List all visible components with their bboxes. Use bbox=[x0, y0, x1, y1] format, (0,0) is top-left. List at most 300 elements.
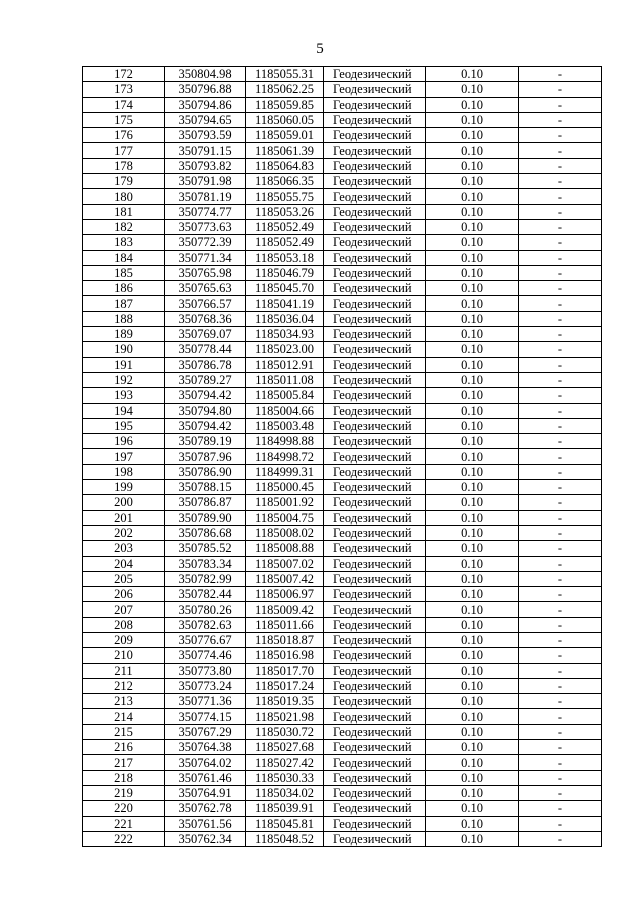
note-cell: - bbox=[519, 342, 602, 357]
x-coordinate-cell: 350782.63 bbox=[165, 617, 246, 632]
accuracy-cell: 0.10 bbox=[426, 250, 519, 265]
method-cell: Геодезический bbox=[324, 174, 426, 189]
accuracy-cell: 0.10 bbox=[426, 755, 519, 770]
x-coordinate-cell: 350773.63 bbox=[165, 219, 246, 234]
method-cell: Геодезический bbox=[324, 632, 426, 647]
table-row bbox=[83, 372, 602, 387]
y-coordinate-cell: 1185019.35 bbox=[246, 694, 324, 709]
y-coordinate-cell: 1185008.88 bbox=[246, 541, 324, 556]
note-cell: - bbox=[519, 388, 602, 403]
note-cell: - bbox=[519, 311, 602, 326]
note-cell: - bbox=[519, 678, 602, 693]
y-coordinate-cell: 1185007.02 bbox=[246, 556, 324, 571]
table-row bbox=[83, 740, 602, 755]
x-coordinate-cell: 350793.59 bbox=[165, 128, 246, 143]
table-row bbox=[83, 495, 602, 510]
y-coordinate-cell: 1185034.93 bbox=[246, 327, 324, 342]
accuracy-cell: 0.10 bbox=[426, 296, 519, 311]
note-cell: - bbox=[519, 480, 602, 495]
note-cell: - bbox=[519, 632, 602, 647]
point-number-cell: 202 bbox=[83, 525, 165, 540]
accuracy-cell: 0.10 bbox=[426, 158, 519, 173]
note-cell: - bbox=[519, 648, 602, 663]
table-row bbox=[83, 602, 602, 617]
table-row bbox=[83, 510, 602, 525]
note-cell: - bbox=[519, 97, 602, 112]
table-row bbox=[83, 449, 602, 464]
accuracy-cell: 0.10 bbox=[426, 785, 519, 800]
table-row bbox=[83, 755, 602, 770]
x-coordinate-cell: 350761.46 bbox=[165, 770, 246, 785]
method-cell: Геодезический bbox=[324, 678, 426, 693]
point-number-cell: 193 bbox=[83, 388, 165, 403]
accuracy-cell: 0.10 bbox=[426, 556, 519, 571]
y-coordinate-cell: 1185006.97 bbox=[246, 587, 324, 602]
accuracy-cell: 0.10 bbox=[426, 480, 519, 495]
accuracy-cell: 0.10 bbox=[426, 449, 519, 464]
point-number-cell: 217 bbox=[83, 755, 165, 770]
accuracy-cell: 0.10 bbox=[426, 770, 519, 785]
method-cell: Геодезический bbox=[324, 801, 426, 816]
x-coordinate-cell: 350788.15 bbox=[165, 480, 246, 495]
accuracy-cell: 0.10 bbox=[426, 143, 519, 158]
point-number-cell: 183 bbox=[83, 235, 165, 250]
method-cell: Геодезический bbox=[324, 388, 426, 403]
point-number-cell: 187 bbox=[83, 296, 165, 311]
method-cell: Геодезический bbox=[324, 67, 426, 82]
x-coordinate-cell: 350774.46 bbox=[165, 648, 246, 663]
method-cell: Геодезический bbox=[324, 311, 426, 326]
point-number-cell: 204 bbox=[83, 556, 165, 571]
note-cell: - bbox=[519, 495, 602, 510]
accuracy-cell: 0.10 bbox=[426, 265, 519, 280]
table-row bbox=[83, 388, 602, 403]
point-number-cell: 221 bbox=[83, 816, 165, 831]
method-cell: Геодезический bbox=[324, 617, 426, 632]
method-cell: Геодезический bbox=[324, 464, 426, 479]
method-cell: Геодезический bbox=[324, 143, 426, 158]
note-cell: - bbox=[519, 128, 602, 143]
accuracy-cell: 0.10 bbox=[426, 174, 519, 189]
y-coordinate-cell: 1185017.70 bbox=[246, 663, 324, 678]
table-row bbox=[83, 418, 602, 433]
method-cell: Геодезический bbox=[324, 434, 426, 449]
x-coordinate-cell: 350794.86 bbox=[165, 97, 246, 112]
y-coordinate-cell: 1185018.87 bbox=[246, 632, 324, 647]
point-number-cell: 205 bbox=[83, 571, 165, 586]
y-coordinate-cell: 1185009.42 bbox=[246, 602, 324, 617]
method-cell: Геодезический bbox=[324, 755, 426, 770]
accuracy-cell: 0.10 bbox=[426, 602, 519, 617]
note-cell: - bbox=[519, 82, 602, 97]
point-number-cell: 207 bbox=[83, 602, 165, 617]
note-cell: - bbox=[519, 204, 602, 219]
point-number-cell: 213 bbox=[83, 694, 165, 709]
y-coordinate-cell: 1185030.72 bbox=[246, 724, 324, 739]
note-cell: - bbox=[519, 143, 602, 158]
y-coordinate-cell: 1185064.83 bbox=[246, 158, 324, 173]
x-coordinate-cell: 350767.29 bbox=[165, 724, 246, 739]
table-row bbox=[83, 785, 602, 800]
accuracy-cell: 0.10 bbox=[426, 724, 519, 739]
accuracy-cell: 0.10 bbox=[426, 281, 519, 296]
table-row bbox=[83, 235, 602, 250]
y-coordinate-cell: 1185005.84 bbox=[246, 388, 324, 403]
table-row bbox=[83, 403, 602, 418]
table-row bbox=[83, 327, 602, 342]
accuracy-cell: 0.10 bbox=[426, 235, 519, 250]
note-cell: - bbox=[519, 785, 602, 800]
note-cell: - bbox=[519, 296, 602, 311]
x-coordinate-cell: 350791.15 bbox=[165, 143, 246, 158]
accuracy-cell: 0.10 bbox=[426, 510, 519, 525]
accuracy-cell: 0.10 bbox=[426, 709, 519, 724]
point-number-cell: 218 bbox=[83, 770, 165, 785]
note-cell: - bbox=[519, 831, 602, 846]
x-coordinate-cell: 350787.96 bbox=[165, 449, 246, 464]
x-coordinate-cell: 350782.44 bbox=[165, 587, 246, 602]
y-coordinate-cell: 1185027.68 bbox=[246, 740, 324, 755]
x-coordinate-cell: 350789.19 bbox=[165, 434, 246, 449]
point-number-cell: 209 bbox=[83, 632, 165, 647]
y-coordinate-cell: 1185060.05 bbox=[246, 112, 324, 127]
y-coordinate-cell: 1185007.42 bbox=[246, 571, 324, 586]
method-cell: Геодезический bbox=[324, 403, 426, 418]
note-cell: - bbox=[519, 250, 602, 265]
accuracy-cell: 0.10 bbox=[426, 327, 519, 342]
method-cell: Геодезический bbox=[324, 816, 426, 831]
y-coordinate-cell: 1185001.92 bbox=[246, 495, 324, 510]
method-cell: Геодезический bbox=[324, 663, 426, 678]
point-number-cell: 178 bbox=[83, 158, 165, 173]
point-number-cell: 198 bbox=[83, 464, 165, 479]
table-row bbox=[83, 525, 602, 540]
point-number-cell: 181 bbox=[83, 204, 165, 219]
accuracy-cell: 0.10 bbox=[426, 648, 519, 663]
x-coordinate-cell: 350774.15 bbox=[165, 709, 246, 724]
method-cell: Геодезический bbox=[324, 510, 426, 525]
note-cell: - bbox=[519, 464, 602, 479]
table-row bbox=[83, 480, 602, 495]
point-number-cell: 208 bbox=[83, 617, 165, 632]
accuracy-cell: 0.10 bbox=[426, 128, 519, 143]
accuracy-cell: 0.10 bbox=[426, 801, 519, 816]
y-coordinate-cell: 1185016.98 bbox=[246, 648, 324, 663]
method-cell: Геодезический bbox=[324, 770, 426, 785]
y-coordinate-cell: 1185045.81 bbox=[246, 816, 324, 831]
note-cell: - bbox=[519, 372, 602, 387]
accuracy-cell: 0.10 bbox=[426, 204, 519, 219]
y-coordinate-cell: 1184999.31 bbox=[246, 464, 324, 479]
table-row bbox=[83, 265, 602, 280]
accuracy-cell: 0.10 bbox=[426, 342, 519, 357]
table-row bbox=[83, 189, 602, 204]
x-coordinate-cell: 350786.87 bbox=[165, 495, 246, 510]
y-coordinate-cell: 1185059.01 bbox=[246, 128, 324, 143]
x-coordinate-cell: 350780.26 bbox=[165, 602, 246, 617]
point-number-cell: 184 bbox=[83, 250, 165, 265]
x-coordinate-cell: 350771.34 bbox=[165, 250, 246, 265]
accuracy-cell: 0.10 bbox=[426, 525, 519, 540]
accuracy-cell: 0.10 bbox=[426, 831, 519, 846]
note-cell: - bbox=[519, 434, 602, 449]
point-number-cell: 222 bbox=[83, 831, 165, 846]
method-cell: Геодезический bbox=[324, 327, 426, 342]
table-row bbox=[83, 250, 602, 265]
point-number-cell: 194 bbox=[83, 403, 165, 418]
point-number-cell: 191 bbox=[83, 357, 165, 372]
x-coordinate-cell: 350766.57 bbox=[165, 296, 246, 311]
table-row bbox=[83, 831, 602, 846]
x-coordinate-cell: 350778.44 bbox=[165, 342, 246, 357]
accuracy-cell: 0.10 bbox=[426, 434, 519, 449]
note-cell: - bbox=[519, 357, 602, 372]
accuracy-cell: 0.10 bbox=[426, 372, 519, 387]
table-row bbox=[83, 571, 602, 586]
accuracy-cell: 0.10 bbox=[426, 112, 519, 127]
method-cell: Геодезический bbox=[324, 602, 426, 617]
table-row bbox=[83, 281, 602, 296]
table-row bbox=[83, 219, 602, 234]
method-cell: Геодезический bbox=[324, 724, 426, 739]
y-coordinate-cell: 1185004.75 bbox=[246, 510, 324, 525]
point-number-cell: 179 bbox=[83, 174, 165, 189]
accuracy-cell: 0.10 bbox=[426, 694, 519, 709]
method-cell: Геодезический bbox=[324, 112, 426, 127]
accuracy-cell: 0.10 bbox=[426, 495, 519, 510]
table-row bbox=[83, 709, 602, 724]
method-cell: Геодезический bbox=[324, 571, 426, 586]
x-coordinate-cell: 350781.19 bbox=[165, 189, 246, 204]
x-coordinate-cell: 350762.78 bbox=[165, 801, 246, 816]
y-coordinate-cell: 1185055.75 bbox=[246, 189, 324, 204]
point-number-cell: 200 bbox=[83, 495, 165, 510]
y-coordinate-cell: 1185045.70 bbox=[246, 281, 324, 296]
y-coordinate-cell: 1185023.00 bbox=[246, 342, 324, 357]
y-coordinate-cell: 1185036.04 bbox=[246, 311, 324, 326]
point-number-cell: 220 bbox=[83, 801, 165, 816]
point-number-cell: 215 bbox=[83, 724, 165, 739]
note-cell: - bbox=[519, 235, 602, 250]
y-coordinate-cell: 1185041.19 bbox=[246, 296, 324, 311]
x-coordinate-cell: 350774.77 bbox=[165, 204, 246, 219]
accuracy-cell: 0.10 bbox=[426, 357, 519, 372]
note-cell: - bbox=[519, 556, 602, 571]
note-cell: - bbox=[519, 418, 602, 433]
accuracy-cell: 0.10 bbox=[426, 816, 519, 831]
note-cell: - bbox=[519, 724, 602, 739]
method-cell: Геодезический bbox=[324, 296, 426, 311]
x-coordinate-cell: 350794.65 bbox=[165, 112, 246, 127]
method-cell: Геодезический bbox=[324, 740, 426, 755]
method-cell: Геодезический bbox=[324, 525, 426, 540]
accuracy-cell: 0.10 bbox=[426, 403, 519, 418]
y-coordinate-cell: 1185017.24 bbox=[246, 678, 324, 693]
note-cell: - bbox=[519, 801, 602, 816]
point-number-cell: 175 bbox=[83, 112, 165, 127]
method-cell: Геодезический bbox=[324, 449, 426, 464]
method-cell: Геодезический bbox=[324, 235, 426, 250]
table-row bbox=[83, 648, 602, 663]
note-cell: - bbox=[519, 525, 602, 540]
method-cell: Геодезический bbox=[324, 495, 426, 510]
table-row bbox=[83, 632, 602, 647]
x-coordinate-cell: 350764.38 bbox=[165, 740, 246, 755]
accuracy-cell: 0.10 bbox=[426, 388, 519, 403]
y-coordinate-cell: 1185003.48 bbox=[246, 418, 324, 433]
table-row bbox=[83, 556, 602, 571]
note-cell: - bbox=[519, 541, 602, 556]
method-cell: Геодезический bbox=[324, 204, 426, 219]
x-coordinate-cell: 350786.90 bbox=[165, 464, 246, 479]
x-coordinate-cell: 350789.27 bbox=[165, 372, 246, 387]
coordinates-table bbox=[82, 66, 602, 847]
x-coordinate-cell: 350771.36 bbox=[165, 694, 246, 709]
point-number-cell: 199 bbox=[83, 480, 165, 495]
accuracy-cell: 0.10 bbox=[426, 740, 519, 755]
accuracy-cell: 0.10 bbox=[426, 189, 519, 204]
y-coordinate-cell: 1185052.49 bbox=[246, 219, 324, 234]
x-coordinate-cell: 350773.24 bbox=[165, 678, 246, 693]
table-row bbox=[83, 770, 602, 785]
x-coordinate-cell: 350764.02 bbox=[165, 755, 246, 770]
x-coordinate-cell: 350794.42 bbox=[165, 418, 246, 433]
note-cell: - bbox=[519, 158, 602, 173]
y-coordinate-cell: 1185011.66 bbox=[246, 617, 324, 632]
note-cell: - bbox=[519, 67, 602, 82]
point-number-cell: 201 bbox=[83, 510, 165, 525]
method-cell: Геодезический bbox=[324, 418, 426, 433]
x-coordinate-cell: 350789.90 bbox=[165, 510, 246, 525]
table-row bbox=[83, 112, 602, 127]
y-coordinate-cell: 1184998.72 bbox=[246, 449, 324, 464]
table-row bbox=[83, 541, 602, 556]
y-coordinate-cell: 1185008.02 bbox=[246, 525, 324, 540]
point-number-cell: 196 bbox=[83, 434, 165, 449]
y-coordinate-cell: 1185048.52 bbox=[246, 831, 324, 846]
table-row bbox=[83, 158, 602, 173]
y-coordinate-cell: 1184998.88 bbox=[246, 434, 324, 449]
note-cell: - bbox=[519, 327, 602, 342]
point-number-cell: 197 bbox=[83, 449, 165, 464]
table-row bbox=[83, 464, 602, 479]
x-coordinate-cell: 350765.63 bbox=[165, 281, 246, 296]
table-row bbox=[83, 357, 602, 372]
method-cell: Геодезический bbox=[324, 250, 426, 265]
note-cell: - bbox=[519, 265, 602, 280]
table-row bbox=[83, 342, 602, 357]
note-cell: - bbox=[519, 755, 602, 770]
x-coordinate-cell: 350804.98 bbox=[165, 67, 246, 82]
note-cell: - bbox=[519, 219, 602, 234]
point-number-cell: 216 bbox=[83, 740, 165, 755]
method-cell: Геодезический bbox=[324, 82, 426, 97]
method-cell: Геодезический bbox=[324, 648, 426, 663]
table-row bbox=[83, 587, 602, 602]
note-cell: - bbox=[519, 571, 602, 586]
method-cell: Геодезический bbox=[324, 694, 426, 709]
y-coordinate-cell: 1185046.79 bbox=[246, 265, 324, 280]
accuracy-cell: 0.10 bbox=[426, 587, 519, 602]
table-row bbox=[83, 663, 602, 678]
method-cell: Геодезический bbox=[324, 281, 426, 296]
point-number-cell: 182 bbox=[83, 219, 165, 234]
y-coordinate-cell: 1185004.66 bbox=[246, 403, 324, 418]
note-cell: - bbox=[519, 663, 602, 678]
method-cell: Геодезический bbox=[324, 357, 426, 372]
method-cell: Геодезический bbox=[324, 785, 426, 800]
point-number-cell: 214 bbox=[83, 709, 165, 724]
note-cell: - bbox=[519, 189, 602, 204]
point-number-cell: 172 bbox=[83, 67, 165, 82]
note-cell: - bbox=[519, 403, 602, 418]
accuracy-cell: 0.10 bbox=[426, 97, 519, 112]
coordinates-table-body bbox=[83, 67, 602, 847]
x-coordinate-cell: 350783.34 bbox=[165, 556, 246, 571]
x-coordinate-cell: 350764.91 bbox=[165, 785, 246, 800]
accuracy-cell: 0.10 bbox=[426, 82, 519, 97]
x-coordinate-cell: 350768.36 bbox=[165, 311, 246, 326]
y-coordinate-cell: 1185062.25 bbox=[246, 82, 324, 97]
point-number-cell: 180 bbox=[83, 189, 165, 204]
point-number-cell: 176 bbox=[83, 128, 165, 143]
y-coordinate-cell: 1185012.91 bbox=[246, 357, 324, 372]
accuracy-cell: 0.10 bbox=[426, 632, 519, 647]
x-coordinate-cell: 350794.80 bbox=[165, 403, 246, 418]
table-row bbox=[83, 816, 602, 831]
x-coordinate-cell: 350793.82 bbox=[165, 158, 246, 173]
note-cell: - bbox=[519, 694, 602, 709]
point-number-cell: 186 bbox=[83, 281, 165, 296]
table-row bbox=[83, 174, 602, 189]
note-cell: - bbox=[519, 449, 602, 464]
x-coordinate-cell: 350796.88 bbox=[165, 82, 246, 97]
page-number: 5 bbox=[316, 41, 324, 57]
point-number-cell: 189 bbox=[83, 327, 165, 342]
y-coordinate-cell: 1185066.35 bbox=[246, 174, 324, 189]
x-coordinate-cell: 350762.34 bbox=[165, 831, 246, 846]
x-coordinate-cell: 350773.80 bbox=[165, 663, 246, 678]
method-cell: Геодезический bbox=[324, 97, 426, 112]
table-row bbox=[83, 82, 602, 97]
table-row bbox=[83, 694, 602, 709]
x-coordinate-cell: 350761.56 bbox=[165, 816, 246, 831]
y-coordinate-cell: 1185059.85 bbox=[246, 97, 324, 112]
accuracy-cell: 0.10 bbox=[426, 311, 519, 326]
note-cell: - bbox=[519, 174, 602, 189]
note-cell: - bbox=[519, 770, 602, 785]
method-cell: Геодезический bbox=[324, 556, 426, 571]
note-cell: - bbox=[519, 617, 602, 632]
point-number-cell: 188 bbox=[83, 311, 165, 326]
note-cell: - bbox=[519, 281, 602, 296]
method-cell: Геодезический bbox=[324, 189, 426, 204]
y-coordinate-cell: 1185053.26 bbox=[246, 204, 324, 219]
x-coordinate-cell: 350776.67 bbox=[165, 632, 246, 647]
point-number-cell: 174 bbox=[83, 97, 165, 112]
accuracy-cell: 0.10 bbox=[426, 617, 519, 632]
point-number-cell: 212 bbox=[83, 678, 165, 693]
y-coordinate-cell: 1185052.49 bbox=[246, 235, 324, 250]
x-coordinate-cell: 350794.42 bbox=[165, 388, 246, 403]
method-cell: Геодезический bbox=[324, 709, 426, 724]
method-cell: Геодезический bbox=[324, 265, 426, 280]
point-number-cell: 192 bbox=[83, 372, 165, 387]
table-row bbox=[83, 128, 602, 143]
point-number-cell: 173 bbox=[83, 82, 165, 97]
point-number-cell: 206 bbox=[83, 587, 165, 602]
note-cell: - bbox=[519, 602, 602, 617]
